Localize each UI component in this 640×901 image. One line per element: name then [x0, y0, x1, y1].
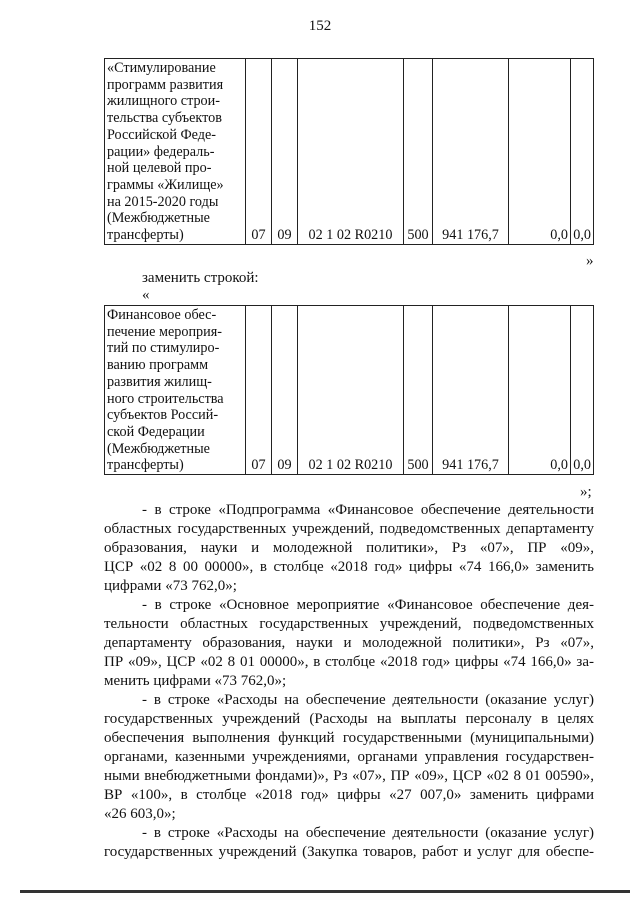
amount-2018-cell: 941 176,7 — [433, 306, 509, 475]
name-line: ванию программ — [107, 357, 209, 374]
text-line: ными внебюджетными фондами)», Рз «07», ПР «09», ЦСР «02 8 01 00590», — [104, 768, 594, 784]
text-line: образования, науки и молодежной политики», Рз «07», ПР «09», — [104, 540, 594, 556]
name-line: «Стимулирование — [107, 60, 216, 76]
pr-cell: 09 — [272, 306, 298, 475]
name-line: трансферты) — [107, 227, 184, 244]
name-line: ской Федерации — [107, 423, 205, 440]
name-line: (Межбюджетные — [107, 440, 210, 457]
text-line: - в строке «Расходы на обеспечение деятельности (оказание услуг) — [142, 692, 594, 708]
name-line: программ развития — [107, 76, 224, 93]
csr-cell: 02 1 02 R0210 — [298, 59, 404, 245]
amendment-paragraph — [104, 691, 594, 824]
name-line: тий по стимулиро- — [107, 340, 220, 357]
text-line: - в строке «Подпрограмма «Финансовое обеспечение деятельности — [142, 502, 594, 518]
table-row — [105, 59, 594, 245]
rz-cell: 07 — [246, 59, 272, 245]
text-line: - в строке «Расходы на обеспечение деятельности (оказание услуг) — [142, 825, 594, 841]
text-line: - в строке «Основное мероприятие «Финансовое обеспечение дея- — [142, 597, 594, 613]
amount-2019-cell: 0,0 — [509, 306, 571, 475]
text-line: обеспечения выполнения функций государственными (муниципальными) — [104, 730, 594, 746]
rz-cell: 07 — [246, 306, 272, 475]
text-line: областных государственных учреждений, подведомственных департаменту — [104, 521, 594, 537]
row-name-cell — [105, 59, 246, 245]
bottom-scan-edge — [20, 890, 630, 893]
text-line: менить цифрами «73 762,0»; — [104, 673, 287, 689]
table-row — [105, 306, 594, 475]
vr-cell: 500 — [404, 59, 433, 245]
text-line: органами, казенными учреждениями, органами управления государствен- — [104, 749, 594, 765]
closing-quote: »; — [580, 484, 592, 500]
row-name-cell — [105, 306, 246, 475]
amendment-paragraph — [104, 501, 594, 596]
amount-2020-cell: 0,0 — [571, 59, 594, 245]
name-line: Финансовое обес- — [107, 307, 217, 323]
replace-label: заменить строкой: — [142, 270, 259, 286]
name-line: (Межбюджетные — [107, 210, 210, 227]
name-line: трансферты) — [107, 457, 184, 474]
amendment-paragraph — [104, 824, 594, 862]
text-line: департаменту образования, науки и молодежной политики», Рз «07», — [104, 635, 594, 651]
text-line: государственных учреждений (Закупка товаров, работ и услуг для обеспе- — [104, 844, 594, 860]
amount-2018-cell: 941 176,7 — [433, 59, 509, 245]
name-line: Российской Феде- — [107, 126, 217, 143]
text-line: «26 603,0»; — [104, 806, 176, 822]
name-line: граммы «Жилище» — [107, 176, 224, 193]
name-line: развития жилищ- — [107, 373, 212, 390]
vr-cell: 500 — [404, 306, 433, 475]
name-line: тельства субъектов — [107, 110, 222, 127]
budget-table-original-row — [104, 58, 594, 245]
page-number: 152 — [308, 18, 332, 34]
name-line: ной целевой про- — [107, 160, 212, 177]
text-line: ПР «09», ЦСР «02 8 01 00000», в столбце «2018 год» цифры «74 166,0» за- — [104, 654, 594, 670]
text-line: государственных учреждений (Расходы на выплаты персоналу в целях — [104, 711, 594, 727]
text-line: ВР «100», в столбце «2018 год» цифры «27 007,0» заменить цифрами — [104, 787, 594, 803]
text-line: цифрами «73 762,0»; — [104, 578, 237, 594]
csr-cell: 02 1 02 R0210 — [298, 306, 404, 475]
opening-quote: « — [142, 287, 150, 303]
name-line: субъектов Россий- — [107, 407, 219, 424]
text-line: ЦСР «02 8 00 00000», в столбце «2018 год» цифры «74 166,0» заменить — [104, 559, 594, 575]
pr-cell: 09 — [272, 59, 298, 245]
amount-2020-cell: 0,0 — [571, 306, 594, 475]
text-line: тельности областных государственных учреждений, подведомственных — [104, 616, 594, 632]
name-line: рации» федераль- — [107, 143, 215, 160]
amount-2019-cell: 0,0 — [509, 59, 571, 245]
name-line: жилищного строи- — [107, 93, 220, 110]
name-line: ного строительства — [107, 390, 224, 407]
amendment-paragraph — [104, 596, 594, 691]
closing-quote: » — [586, 253, 594, 269]
name-line: печение мероприя- — [107, 323, 222, 340]
budget-table-replacement-row — [104, 305, 594, 475]
name-line: на 2015-2020 годы — [107, 193, 219, 210]
